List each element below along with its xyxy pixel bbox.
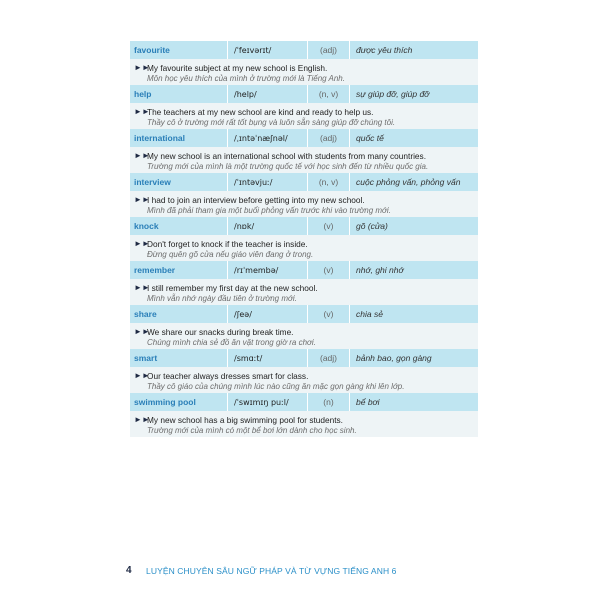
part-of-speech: (v) — [308, 261, 350, 279]
vocab-entry — [130, 173, 478, 217]
example-block — [130, 59, 478, 85]
example-english: I still remember my first day at the new school. — [147, 283, 318, 293]
example-english: The teachers at my new school are kind and ready to help us. — [147, 107, 374, 117]
double-arrow-icon: ►► — [134, 107, 150, 116]
word-row — [130, 393, 478, 411]
part-of-speech: (n, v) — [308, 173, 350, 191]
phonetic-transcription: /ˈswɪmɪŋ puːl/ — [228, 393, 308, 411]
vocab-entry — [130, 305, 478, 349]
part-of-speech: (v) — [308, 217, 350, 235]
example-block — [130, 103, 478, 129]
vocab-entry — [130, 129, 478, 173]
phonetic-transcription: /ˌɪntəˈnæʃnəl/ — [228, 129, 308, 147]
example-english: I had to join an interview before getting into my new school. — [147, 195, 365, 205]
part-of-speech: (n) — [308, 393, 350, 411]
vocab-word: knock — [130, 217, 228, 235]
phonetic-transcription: /ˈfeɪvərɪt/ — [228, 41, 308, 59]
word-row — [130, 349, 478, 367]
word-meaning: được yêu thích — [356, 45, 413, 55]
example-vietnamese: Trường mới của mình là một trường quốc tế với học sinh đến từ nhiều quốc gia. — [147, 162, 429, 171]
example-block — [130, 147, 478, 173]
example-block — [130, 323, 478, 349]
vocab-entry — [130, 261, 478, 305]
part-of-speech: (v) — [308, 305, 350, 323]
example-english: My new school is an international school with students from many countries. — [147, 151, 426, 161]
double-arrow-icon: ►► — [134, 151, 150, 160]
double-arrow-icon: ►► — [134, 283, 150, 292]
double-arrow-icon: ►► — [134, 415, 150, 424]
vocab-word: favourite — [130, 41, 228, 59]
example-vietnamese: Trường mới của mình có một bể bơi lớn dành cho học sinh. — [147, 426, 357, 435]
vocab-word: share — [130, 305, 228, 323]
example-block — [130, 279, 478, 305]
word-meaning: sự giúp đỡ, giúp đỡ — [356, 89, 430, 99]
example-block — [130, 411, 478, 437]
vocab-entry — [130, 217, 478, 261]
example-english: My favourite subject at my new school is English. — [147, 63, 328, 73]
example-vietnamese: Đừng quên gõ cửa nếu giáo viên đang ở trong. — [147, 250, 314, 259]
book-title: LUYỆN CHUYÊN SÂU NGỮ PHÁP VÀ TỪ VỰNG TIẾNG ANH 6 — [146, 565, 397, 576]
double-arrow-icon: ►► — [134, 195, 150, 204]
example-vietnamese: Mình vẫn nhớ ngày đầu tiên ở trường mới. — [147, 294, 297, 303]
vocabulary-table — [130, 41, 478, 437]
phonetic-transcription: /rɪˈmembə/ — [228, 261, 308, 279]
double-arrow-icon: ►► — [134, 63, 150, 72]
word-meaning: bảnh bao, gọn gàng — [356, 353, 432, 363]
word-row — [130, 305, 478, 323]
example-english: Don't forget to knock if the teacher is inside. — [147, 239, 308, 249]
part-of-speech: (adj) — [308, 349, 350, 367]
example-english: My new school has a big swimming pool for students. — [147, 415, 343, 425]
vocab-entry — [130, 41, 478, 85]
part-of-speech: (n, v) — [308, 85, 350, 103]
vocab-entry — [130, 393, 478, 437]
double-arrow-icon: ►► — [134, 327, 150, 336]
example-english: We share our snacks during break time. — [147, 327, 294, 337]
vocab-entry — [130, 85, 478, 129]
example-block — [130, 235, 478, 261]
phonetic-transcription: /nɒk/ — [228, 217, 308, 235]
word-meaning: quốc tế — [356, 133, 384, 143]
word-row — [130, 261, 478, 279]
example-vietnamese: Mình đã phải tham gia một buổi phỏng vấn trước khi vào trường mới. — [147, 206, 391, 215]
word-row — [130, 217, 478, 235]
part-of-speech: (adj) — [308, 41, 350, 59]
example-english: Our teacher always dresses smart for class. — [147, 371, 309, 381]
phonetic-transcription: /ʃeə/ — [228, 305, 308, 323]
example-vietnamese: Chúng mình chia sẻ đồ ăn vặt trong giờ ra chơi. — [147, 338, 316, 347]
vocab-word: swimming pool — [130, 393, 228, 411]
word-meaning: bể bơi — [356, 397, 380, 407]
double-arrow-icon: ►► — [134, 371, 150, 380]
part-of-speech: (adj) — [308, 129, 350, 147]
vocab-word: interview — [130, 173, 228, 191]
vocab-word: help — [130, 85, 228, 103]
example-block — [130, 191, 478, 217]
example-vietnamese: Thầy cô giáo của chúng mình lúc nào cũng ăn mặc gọn gàng khi lên lớp. — [147, 382, 405, 391]
double-arrow-icon: ►► — [134, 239, 150, 248]
word-row — [130, 41, 478, 59]
example-vietnamese: Môn học yêu thích của mình ở trường mới là Tiếng Anh. — [147, 74, 345, 83]
word-row — [130, 129, 478, 147]
word-row — [130, 173, 478, 191]
page-footer — [126, 565, 396, 576]
phonetic-transcription: /ˈɪntəvjuː/ — [228, 173, 308, 191]
vocab-word: smart — [130, 349, 228, 367]
page-number: 4 — [126, 565, 132, 576]
phonetic-transcription: /smɑːt/ — [228, 349, 308, 367]
word-meaning: gõ (cửa) — [356, 221, 388, 231]
vocab-word: international — [130, 129, 228, 147]
word-row — [130, 85, 478, 103]
vocab-entry — [130, 349, 478, 393]
example-vietnamese: Thầy cô ở trường mới rất tốt bụng và luôn sẵn sàng giúp đỡ chúng tôi. — [147, 118, 396, 127]
word-meaning: nhớ, ghi nhớ — [356, 265, 404, 275]
word-meaning: cuộc phỏng vấn, phỏng vấn — [356, 177, 461, 187]
word-meaning: chia sẻ — [356, 309, 383, 319]
example-block — [130, 367, 478, 393]
phonetic-transcription: /help/ — [228, 85, 308, 103]
vocab-word: remember — [130, 261, 228, 279]
